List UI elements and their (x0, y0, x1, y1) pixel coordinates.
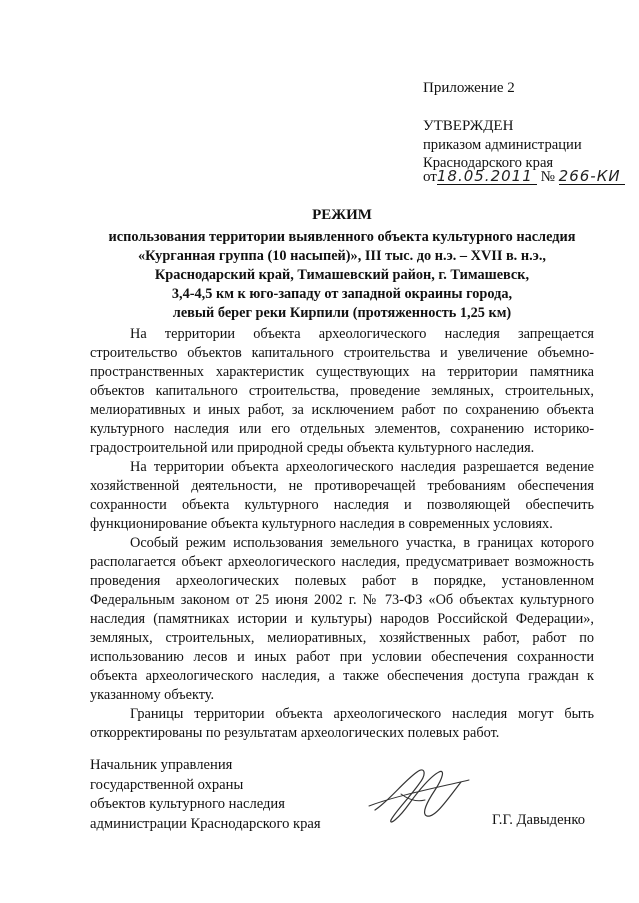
title-line-3: Краснодарский край, Тимашевский район, г. Тимашевск, (154, 267, 530, 283)
title-line-1: использования территории выявленного объекта культурного наследия (108, 229, 576, 245)
title-line-4: 3,4-4,5 км к юго-западу от западной окраины города, (171, 286, 513, 302)
signatory-position-line-1: Начальник управления (90, 757, 233, 773)
attachment-label: Приложение 2 (423, 80, 515, 96)
body-paragraph-1: На территории объекта археологического наследия запрещается строительство объектов капитального строительства и увеличение объемно-пространственных характеристик существующих на территории памятника объектов капитального строительства, проведение земляных, строительных, мелиоративных и иных работ, за исключением работ по сохранению объекта культурного наследия или его отдельных элементов, сохранению историко-градостроительной или природной среды объекта культурного наследия. (90, 326, 594, 456)
order-authority-line-2: Краснодарского края (423, 155, 554, 171)
order-authority-line-1: приказом администрации (423, 137, 582, 153)
order-date-number-line (423, 168, 625, 186)
order-prefix: от (423, 169, 437, 185)
body-paragraph-3: Особый режим использования земельного участка, в границах которого располагается объект археологического наследия, предусматривает возможность проведения археологических полевых работ в порядке, установленном Федеральным законом от 25 июня 2002 г. № 73-ФЗ «Об объектах культурного наследия (памятниках истории и культуры) народов Российской Федерации», земляных, строительных, мелиоративных, хозяйственных работ, работ по использованию лесов и иных работ при условии обеспечения сохранности объекта археологического наследия, а также обеспечения доступа граждан к указанному объекту. (90, 535, 594, 703)
signatory-position-line-2: государственной охраны (90, 776, 244, 793)
title-line-2: «Курганная группа (10 насыпей)», III тыс. до н.э. – XVII в. н.э., (138, 248, 546, 264)
signatory-position (90, 756, 321, 834)
approved-label: УТВЕРЖДЕН (423, 118, 514, 134)
body-paragraph-2: На территории объекта археологического наследия разрешается ведение хозяйственной деятельности, не противоречащей требованиям обеспечения сохранности объекта культурного наследия и позволяющей обеспечить функционирование объекта культурного наследия в современных условиях. (90, 459, 594, 532)
document-title-block (90, 205, 594, 323)
order-date-handwritten: 18.05.2011 (437, 168, 537, 185)
order-number-handwritten: 266-КИ (559, 168, 625, 185)
order-number-sign: № (540, 169, 555, 185)
body-paragraph-4: Границы территории объекта археологического наследия могут быть откорректированы по результатам археологических полевых работ. (90, 706, 594, 741)
signatory-name: Г.Г. Давыденко (492, 812, 586, 828)
signatory-position-line-3: объектов культурного наследия (90, 796, 285, 812)
signatory-position-line-4: администрации Краснодарского края (90, 815, 321, 832)
handwritten-signature (365, 760, 475, 830)
title-line-5: левый берег реки Кирпили (протяженность 1,25 км) (172, 305, 512, 321)
document-title: РЕЖИМ (312, 207, 372, 223)
document-body (90, 325, 594, 743)
